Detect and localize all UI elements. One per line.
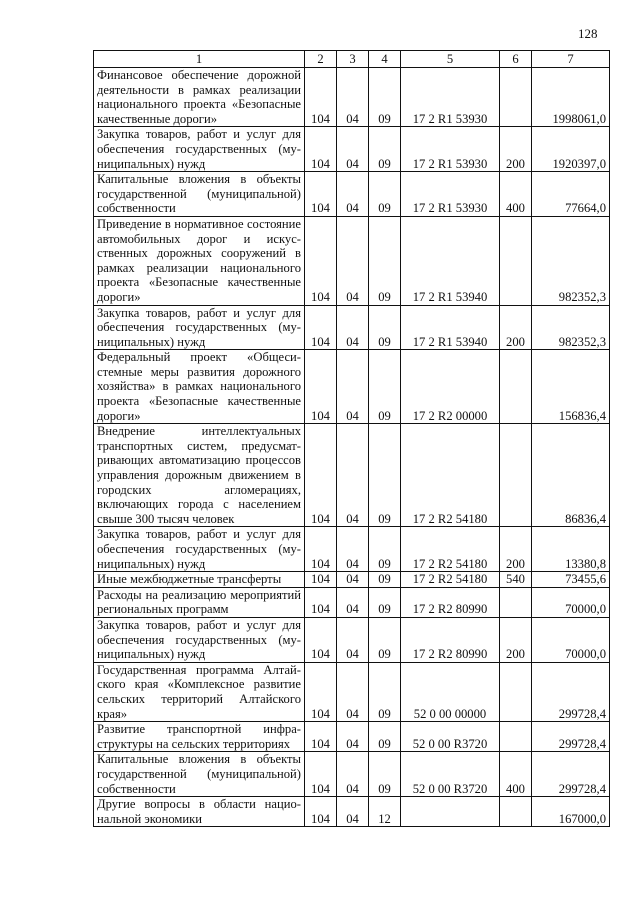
section-code: 04 [337, 350, 369, 424]
row-name: Закупка товаров, работ и услуг для обеспечения государственных (муниципальных) нужд [94, 617, 305, 662]
row-name: Развитие транспортной инфраструктуры на сельских территориях [94, 722, 305, 752]
ministry-code: 104 [305, 572, 337, 588]
section-code: 04 [337, 662, 369, 721]
row-name: Приведение в нормативное состояние автомобильных дорог и искусственных дорожных сооружений в рамках реализации национального проекта «Безопасные качественные дороги» [94, 216, 305, 305]
ministry-code: 104 [305, 172, 337, 217]
target-item-code: 17 2 R1 53940 [401, 305, 500, 350]
subsection-code: 09 [369, 305, 401, 350]
subsection-code: 09 [369, 216, 401, 305]
target-item-code: 52 0 00 R3720 [401, 722, 500, 752]
subsection-code: 09 [369, 617, 401, 662]
section-code: 04 [337, 127, 369, 172]
target-item-code: 52 0 00 00000 [401, 662, 500, 721]
target-item-code: 17 2 R1 53940 [401, 216, 500, 305]
target-item-code: 17 2 R1 53930 [401, 68, 500, 127]
table-row [94, 305, 610, 350]
amount: 1920397,0 [532, 127, 610, 172]
subsection-code: 09 [369, 752, 401, 797]
amount: 70000,0 [532, 587, 610, 617]
table-row [94, 752, 610, 797]
target-item-code: 17 2 R2 80990 [401, 587, 500, 617]
ministry-code: 104 [305, 722, 337, 752]
table-row [94, 127, 610, 172]
ministry-code: 104 [305, 752, 337, 797]
target-item-code: 17 2 R2 80990 [401, 617, 500, 662]
subsection-code: 09 [369, 722, 401, 752]
target-item-code: 17 2 R2 00000 [401, 350, 500, 424]
ministry-code: 104 [305, 587, 337, 617]
expense-type-code [500, 722, 532, 752]
subsection-code: 09 [369, 68, 401, 127]
subsection-code: 09 [369, 572, 401, 588]
table-row [94, 722, 610, 752]
ministry-code: 104 [305, 127, 337, 172]
table-row [94, 617, 610, 662]
ministry-code: 104 [305, 350, 337, 424]
section-code: 04 [337, 617, 369, 662]
header-cell: 2 [305, 51, 337, 68]
header-row [94, 51, 610, 68]
amount: 70000,0 [532, 617, 610, 662]
amount: 167000,0 [532, 797, 610, 827]
ministry-code: 104 [305, 305, 337, 350]
amount: 156836,4 [532, 350, 610, 424]
ministry-code: 104 [305, 797, 337, 827]
expense-type-code: 200 [500, 305, 532, 350]
header-cell: 3 [337, 51, 369, 68]
amount: 73455,6 [532, 572, 610, 588]
row-name: Другие вопросы в области национальной экономики [94, 797, 305, 827]
expense-type-code [500, 662, 532, 721]
amount: 299728,4 [532, 722, 610, 752]
row-name: Закупка товаров, работ и услуг для обеспечения государственных (муниципальных) нужд [94, 527, 305, 572]
amount: 299728,4 [532, 662, 610, 721]
header-cell: 4 [369, 51, 401, 68]
amount: 77664,0 [532, 172, 610, 217]
target-item-code: 17 2 R1 53930 [401, 172, 500, 217]
amount: 299728,4 [532, 752, 610, 797]
section-code: 04 [337, 572, 369, 588]
subsection-code: 09 [369, 527, 401, 572]
section-code: 04 [337, 424, 369, 527]
amount: 982352,3 [532, 305, 610, 350]
table-row [94, 216, 610, 305]
header-cell: 6 [500, 51, 532, 68]
row-name: Финансовое обеспечение дорожной деятельности в рамках реализации национального проекта «Безопасные качественные дороги» [94, 68, 305, 127]
page-number: 128 [578, 26, 598, 41]
section-code: 04 [337, 752, 369, 797]
expense-type-code: 400 [500, 752, 532, 797]
expense-type-code: 540 [500, 572, 532, 588]
table-row [94, 172, 610, 217]
header-cell: 7 [532, 51, 610, 68]
expense-type-code [500, 424, 532, 527]
section-code: 04 [337, 68, 369, 127]
table-row [94, 797, 610, 827]
header-cell: 1 [94, 51, 305, 68]
table-body [94, 68, 610, 827]
header-cell: 5 [401, 51, 500, 68]
expense-type-code [500, 587, 532, 617]
amount: 86836,4 [532, 424, 610, 527]
expense-type-code [500, 68, 532, 127]
row-name: Капитальные вложения в объекты государственной (муниципальной) собственности [94, 172, 305, 217]
subsection-code: 12 [369, 797, 401, 827]
table-row [94, 662, 610, 721]
section-code: 04 [337, 172, 369, 217]
row-name: Закупка товаров, работ и услуг для обеспечения государственных (муниципальных) нужд [94, 127, 305, 172]
row-name: Федеральный проект «Общесистемные меры развития дорожного хозяйства» в рамках национального проекта «Безопасные качественные дороги» [94, 350, 305, 424]
subsection-code: 09 [369, 662, 401, 721]
target-item-code: 17 2 R2 54180 [401, 572, 500, 588]
table-row [94, 350, 610, 424]
expense-type-code: 200 [500, 527, 532, 572]
expense-type-code [500, 216, 532, 305]
table-row [94, 572, 610, 588]
section-code: 04 [337, 527, 369, 572]
section-code: 04 [337, 722, 369, 752]
subsection-code: 09 [369, 587, 401, 617]
expense-type-code [500, 797, 532, 827]
amount: 982352,3 [532, 216, 610, 305]
ministry-code: 104 [305, 216, 337, 305]
target-item-code: 17 2 R2 54180 [401, 527, 500, 572]
row-name: Государственная программа Алтайского края «Комплексное развитие сельских территорий Алтайского края» [94, 662, 305, 721]
ministry-code: 104 [305, 68, 337, 127]
row-name: Закупка товаров, работ и услуг для обеспечения государственных (муниципальных) нужд [94, 305, 305, 350]
subsection-code: 09 [369, 350, 401, 424]
section-code: 04 [337, 216, 369, 305]
table-row [94, 424, 610, 527]
table-row [94, 527, 610, 572]
amount: 13380,8 [532, 527, 610, 572]
target-item-code [401, 797, 500, 827]
section-code: 04 [337, 305, 369, 350]
subsection-code: 09 [369, 172, 401, 217]
row-name: Иные межбюджетные трансферты [94, 572, 305, 588]
expense-type-code [500, 350, 532, 424]
target-item-code: 52 0 00 R3720 [401, 752, 500, 797]
row-name: Капитальные вложения в объекты государственной (муниципальной) собственности [94, 752, 305, 797]
ministry-code: 104 [305, 527, 337, 572]
row-name: Внедрение интеллектуальных транспортных систем, предусматривающих автоматизацию процессов управления дорожным движением в городских агломерациях, включающих города с населением свыше 300 тысяч человек [94, 424, 305, 527]
subsection-code: 09 [369, 424, 401, 527]
ministry-code: 104 [305, 617, 337, 662]
table-row [94, 587, 610, 617]
ministry-code: 104 [305, 424, 337, 527]
target-item-code: 17 2 R2 54180 [401, 424, 500, 527]
expense-type-code: 200 [500, 617, 532, 662]
target-item-code: 17 2 R1 53930 [401, 127, 500, 172]
section-code: 04 [337, 797, 369, 827]
expense-type-code: 200 [500, 127, 532, 172]
subsection-code: 09 [369, 127, 401, 172]
amount: 1998061,0 [532, 68, 610, 127]
budget-table [93, 50, 610, 827]
expense-type-code: 400 [500, 172, 532, 217]
ministry-code: 104 [305, 662, 337, 721]
row-name: Расходы на реализацию мероприятий региональных программ [94, 587, 305, 617]
table-row [94, 68, 610, 127]
section-code: 04 [337, 587, 369, 617]
